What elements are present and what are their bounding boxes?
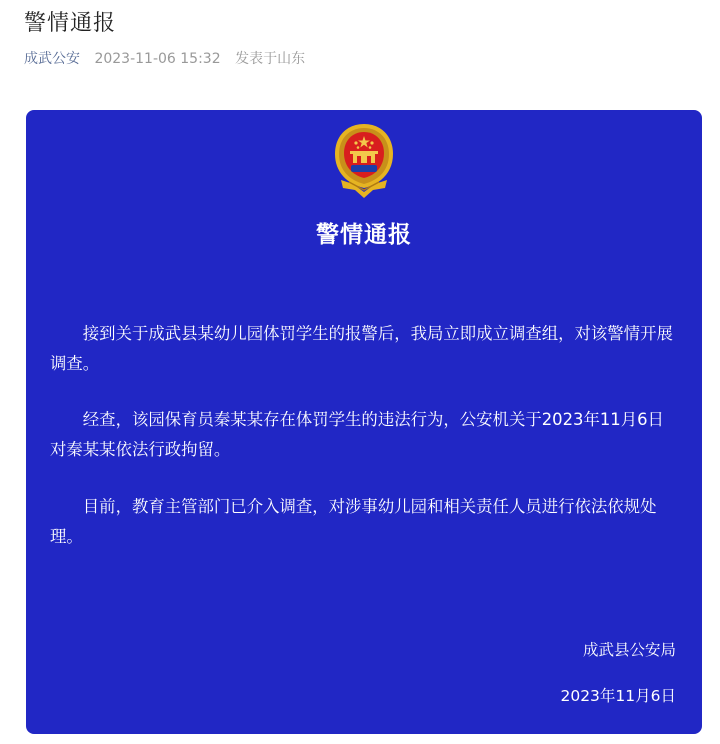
article-meta (24, 48, 305, 68)
notice-paragraph: 经查，该园保育员秦某某存在体罚学生的违法行为，公安机关于2023年11月6日对秦某某依法行政拘留。 (50, 410, 664, 459)
author-link[interactable]: 成武公安 (24, 51, 80, 67)
notice-image[interactable] (26, 110, 702, 734)
notice-paragraph: 目前，教育主管部门已介入调查，对涉事幼儿园和相关责任人员进行依法依规处理。 (50, 497, 657, 546)
publish-time: 2023-11-06 15:32 (94, 51, 221, 67)
signature-date: 2023年11月6日 (560, 687, 676, 705)
police-emblem-icon (329, 120, 399, 200)
publish-location: 发表于山东 (235, 51, 306, 67)
article-title: 警情通报 (24, 11, 117, 36)
notice-heading: 警情通报 (316, 222, 412, 248)
signature-organization: 成武县公安局 (582, 641, 676, 659)
notice-paragraph: 接到关于成武县某幼儿园体罚学生的报警后，我局立即成立调查组，对该警情开展调查。 (50, 324, 673, 373)
